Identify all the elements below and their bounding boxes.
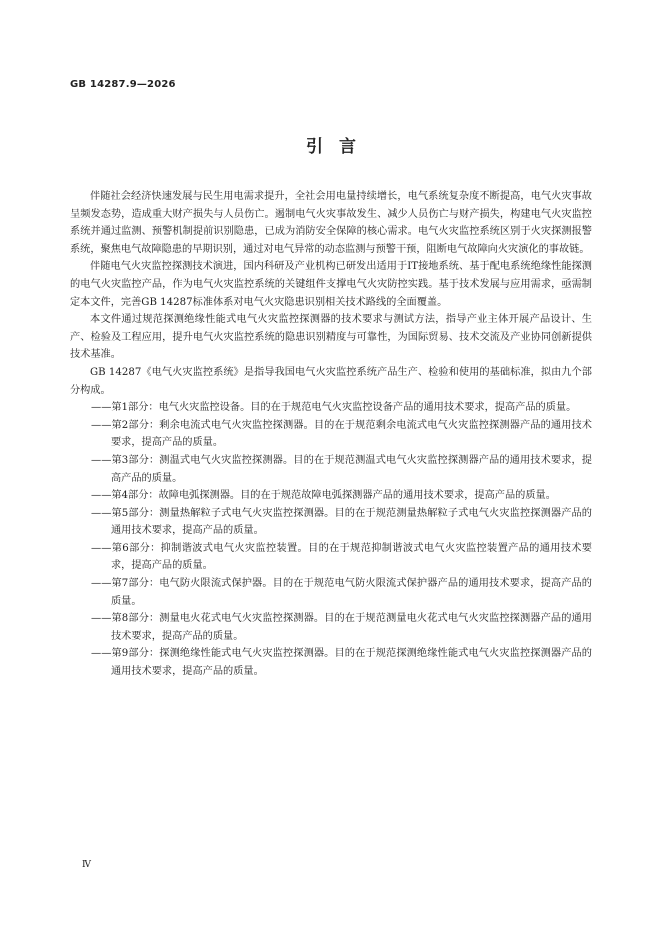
part-list-item-1: ——第1部分：电气火灾监控设备。目的在于规范电气火灾监控设备产品的通用技术要求，提高产品的质量。 [91,402,577,414]
part-list-item-6: ——第6部分：抑制谐波式电气火灾监控装置。目的在于规范抑制谐波式电气火灾监控装置产品的通用技术要求，提高产品的质量。 [91,542,592,572]
page-title: 引言 [306,137,372,157]
part-list-item-4: ——第4部分：故障电弧探测器。目的在于规范故障电弧探测器产品的通用技术要求，提高产品的质量。 [91,490,556,502]
page-number: Ⅳ [82,860,91,870]
part-list-item-2: ——第2部分：剩余电流式电气火灾监控探测器。目的在于规范剩余电流式电气火灾监控探测器产品的通用技术要求，提高产品的质量。 [91,419,592,449]
part-list-item-8: ——第8部分：测量电火花式电气火灾监控探测器。目的在于规范测量电火花式电气火灾监控探测器产品的通用技术要求，提高产品的质量。 [91,613,592,642]
part-list-item-7: ——第7部分：电气防火限流式保护器。目的在于规范电气防火限流式保护器产品的通用技术要求，提高产品的质量。 [91,578,592,607]
part-list-item-3: ——第3部分：测温式电气火灾监控探测器。目的在于规范测温式电气火灾监控探测器产品的通用技术要求，提高产品的质量。 [91,454,592,484]
part-list-item-5: ——第5部分：测量热解粒子式电气火灾监控探测器。目的在于规范测量热解粒子式电气火灾监控探测器产品的通用技术要求，提高产品的质量。 [91,507,592,537]
document-body [70,188,592,681]
intro-paragraph-4: GB 14287《电气火灾监控系统》是指导我国电气火灾监控系统产品生产、检验和使用的基础标准，拟由九个部分构成。 [70,366,592,396]
standard-number: GB 14287.9—2026 [70,79,176,90]
intro-paragraph-3: 本文件通过规范探测绝缘性能式电气火灾监控探测器的技术要求与测试方法，指导产业主体开展产品设计、生产、检验及工程应用，提升电气火灾监控系统的隐患识别精度与可靠性，为国际贸易、技术交流及产业协同创新提供技术基准。 [70,314,592,361]
intro-paragraph-2: 伴随电气火灾监控探测技术演进，国内科研及产业机构已研发出适用于IT接地系统、基于配电系统绝缘性能探测的电气火灾监控产品，作为电气火灾监控系统的关键组件支撑电气火灾防控实践。基于技术发展与应用需求，亟需制定本文件，完善GB 14287标准体系对电气火灾隐患识别相关技术路线的全面覆盖。 [70,261,592,308]
intro-paragraph-1: 伴随社会经济快速发展与民生用电需求提升，全社会用电量持续增长，电气系统复杂度不断提高，电气火灾事故呈频发态势，造成重大财产损失与人员伤亡。遏制电气火灾事故发生、减少人员伤亡与财产损失，构建电气火灾监控系统并通过监测、预警机制提前识别隐患，已成为消防安全保障的核心需求。电气火灾监控系统区别于火灾探测报警系统，聚焦电气故障隐患的早期识别，通过对电气异常的动态监测与预警干预，阻断电气故障向火灾演化的事故链。 [70,191,592,255]
part-list-item-9: ——第9部分：探测绝缘性能式电气火灾监控探测器。目的在于规范探测绝缘性能式电气火灾监控探测器产品的通用技术要求，提高产品的质量。 [91,648,592,678]
